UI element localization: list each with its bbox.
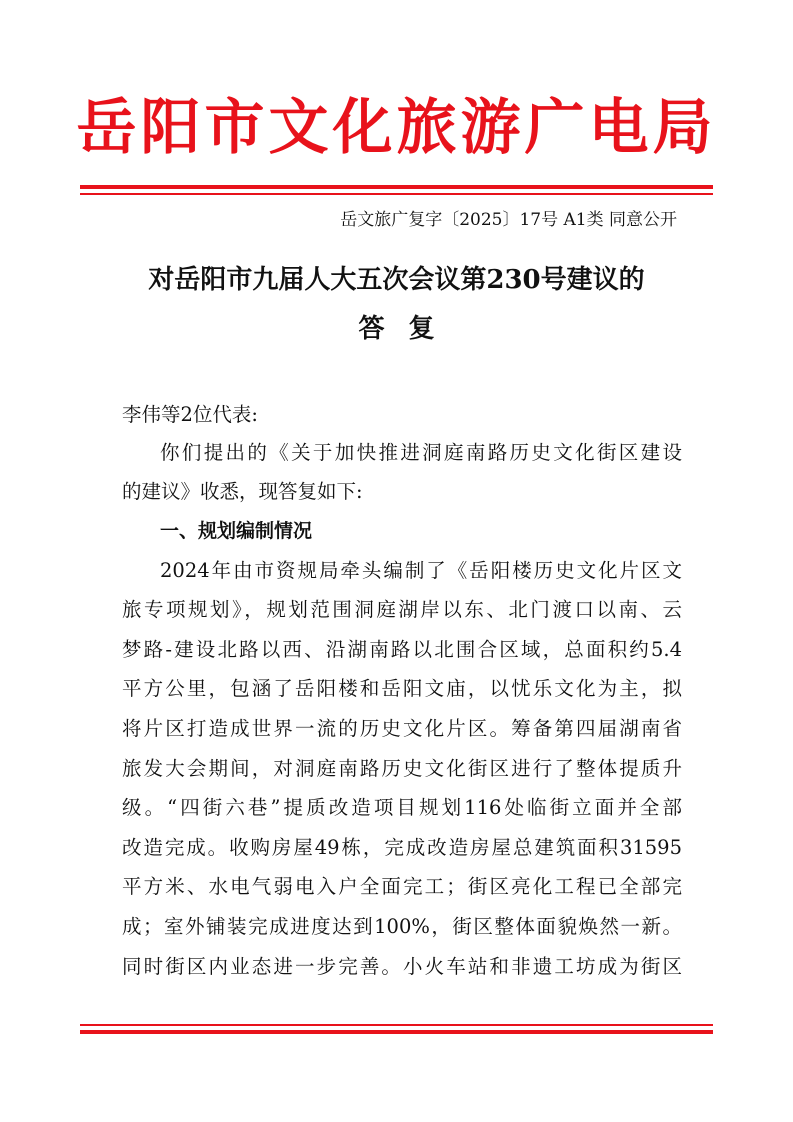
footer-rule-thick: [80, 1030, 713, 1034]
masthead-rule-thin: [80, 193, 713, 195]
paragraph-line: 同时街区内业态进一步完善。小火车站和非遗工坊成为街区: [122, 955, 682, 978]
paragraph-line: 将片区打造成世界一流的历史文化片区。筹备第四届湖南省: [122, 717, 682, 740]
paragraph-line: 梦路-建设北路以西、沿湖南路以北围合区域，总面积约5.4: [122, 638, 682, 661]
paragraph-line: 成；室外铺装完成进度达到100%，街区整体面貌焕然一新。: [122, 915, 682, 938]
intro-line: 的建议》收悉，现答复如下:: [122, 480, 363, 503]
paragraph-line: 2024年由市资规局牵头编制了《岳阳楼历史文化片区文: [160, 559, 682, 582]
paragraph-line: 平方公里，包涵了岳阳楼和岳阳文庙，以忧乐文化为主，拟: [122, 677, 682, 700]
agency-masthead: 岳阳市文化旅游广电局: [76, 93, 717, 163]
paragraph-line: 平方米、水电气弱电入户全面完工；街区亮化工程已全部完: [122, 875, 682, 898]
paragraph-line: 旅专项规划》，规划范围洞庭湖岸以东、北门渡口以南、云: [122, 598, 682, 621]
document-number: 岳文旅广复字〔2025〕17号 A1类 同意公开: [340, 210, 677, 230]
section-heading: 一、规划编制情况: [160, 520, 313, 542]
document-title-line-1: 对岳阳市九届人大五次会议第230号建议的: [148, 265, 645, 295]
document-title-line-2: 答复: [358, 314, 459, 344]
masthead-rule-thick: [80, 185, 713, 189]
footer-rule-thin: [80, 1024, 713, 1026]
paragraph-line: 改造完成。收购房屋49栋，完成改造房屋总建筑面积31595: [122, 836, 682, 859]
paragraph-line: 级。“四街六巷”提质改造项目规划116处临街立面并全部: [122, 796, 682, 819]
intro-line: 你们提出的《关于加快推进洞庭南路历史文化街区建设: [160, 441, 682, 464]
salutation: 李伟等2位代表:: [122, 403, 258, 426]
paragraph-line: 旅发大会期间，对洞庭南路历史文化街区进行了整体提质升: [122, 757, 682, 780]
